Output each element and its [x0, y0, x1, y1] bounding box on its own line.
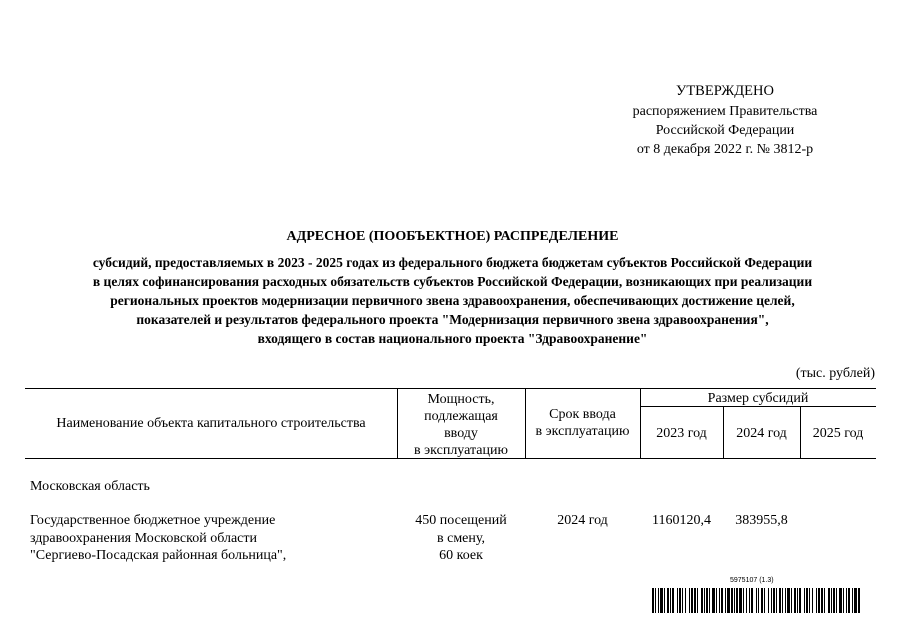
barcode-bar: [746, 588, 747, 613]
barcode-bar: [736, 588, 738, 613]
units-label: (тыс. рублей): [795, 366, 875, 381]
barcode-bar: [799, 588, 801, 613]
header-year-2025: 2025 год: [812, 426, 864, 441]
barcode-bar: [782, 588, 783, 613]
barcode-bar: [773, 588, 775, 613]
subtitle-line: региональных проектов модернизации первичного звена здравоохранения, обеспечивающих достижение целей,: [110, 293, 795, 308]
header-subsidy-group: Размер субсидий: [707, 391, 809, 406]
header-capacity-line: Мощность,: [427, 392, 495, 407]
barcode-bar: [806, 588, 808, 613]
approval-line-2: Российской Федерации: [655, 123, 795, 138]
barcode-bar: [776, 588, 777, 613]
barcode-bar: [794, 588, 796, 613]
barcode-bar: [787, 588, 790, 613]
header-capacity: [397, 391, 525, 459]
barcode-bar: [734, 588, 735, 613]
barcode-bar: [785, 588, 786, 613]
barcode-bar: [694, 588, 696, 613]
barcode-bar: [709, 588, 710, 613]
approval-heading: УТВЕРЖДЕНО: [676, 83, 774, 99]
barcode-bar: [779, 588, 781, 613]
barcode-bar: [712, 588, 715, 613]
barcode-bar: [701, 588, 703, 613]
barcode-label: 5975107 (1.3): [730, 577, 774, 584]
barcode-bar: [689, 588, 690, 613]
barcode-bar: [848, 588, 850, 613]
barcode-bar: [846, 588, 847, 613]
subtitle-line: в целях софинансирования расходных обязательств субъектов Российской Федерации, возникающих при реализации: [92, 274, 813, 289]
barcode-bar: [664, 588, 665, 613]
barcode-bar: [727, 588, 730, 613]
barcode-bar: [670, 588, 671, 613]
row-capacity: [397, 512, 525, 565]
barcode-bar: [756, 588, 757, 613]
barcode-bar: [697, 588, 698, 613]
barcode-bar: [725, 588, 726, 613]
barcode-bar: [824, 588, 825, 613]
barcode-bar: [739, 588, 742, 613]
barcode-bar: [660, 588, 663, 613]
barcode-bar: [731, 588, 733, 613]
barcode-bar: [764, 588, 765, 613]
barcode-bar: [821, 588, 823, 613]
barcode-bar: [706, 588, 708, 613]
subtitle-line: показателей и результатов федерального проекта "Модернизация первичного звена здравоохранения",: [136, 312, 769, 327]
barcode-bar: [655, 588, 656, 613]
barcode-bar: [721, 588, 723, 613]
header-capacity-line: подлежащая: [424, 409, 498, 424]
subtitle-line: входящего в состав национального проекта "Здравоохранение": [257, 331, 648, 346]
capacity-line: 60 коек: [439, 548, 483, 563]
approval-line-1: распоряжением Правительства: [632, 104, 818, 119]
object-name-line: здравоохранения Московской области: [30, 530, 258, 546]
barcode-bar: [768, 588, 769, 613]
barcode-bar: [828, 588, 830, 613]
barcode-bar: [658, 588, 659, 613]
subtitle-line: субсидий, предоставляемых в 2023 - 2025 годах из федерального бюджета бюджетам субъектов Российской Федерации: [92, 255, 813, 270]
barcode-bar: [771, 588, 772, 613]
row-term: 2024 год: [557, 513, 608, 528]
barcode-bar: [758, 588, 759, 613]
table-top-border: [25, 388, 876, 389]
row-subsidy-2024: 383955,8: [735, 513, 788, 528]
header-year-2024: 2024 год: [736, 426, 787, 441]
object-name-line: Государственное бюджетное учреждение: [30, 513, 276, 528]
barcode-bar: [704, 588, 705, 613]
barcode-bar: [716, 588, 717, 613]
document-title: АДРЕСНОЕ (ПООБЪЕКТНОЕ) РАСПРЕДЕЛЕНИЕ: [286, 229, 619, 244]
row-subsidy-2023: 1160120,4: [652, 513, 711, 528]
barcode-bar: [677, 588, 678, 613]
barcode-bar: [797, 588, 798, 613]
approval-line-3: от 8 декабря 2022 г. № 3812-р: [636, 142, 814, 157]
barcode-bar: [854, 588, 857, 613]
capacity-line: в смену,: [437, 530, 485, 546]
barcode-bar: [672, 588, 674, 613]
barcode-bar: [652, 588, 654, 613]
barcode-bar: [749, 588, 750, 613]
header-capacity-line: в эксплуатацию: [414, 443, 508, 458]
region-label: Московская область: [30, 479, 150, 494]
barcode-bar: [719, 588, 720, 613]
barcode-bar: [804, 588, 805, 613]
barcode-bar: [685, 588, 686, 613]
barcode-bar: [667, 588, 669, 613]
barcode-bar: [679, 588, 681, 613]
barcode-bar: [818, 588, 820, 613]
barcode-bar: [831, 588, 832, 613]
barcode-bar: [761, 588, 763, 613]
document-subtitle: [40, 253, 865, 348]
barcode-bar: [836, 588, 837, 613]
header-object-name: Наименование объекта капитального строительства: [56, 416, 366, 431]
barcode-bar: [858, 588, 860, 613]
row-object-name: [30, 512, 390, 565]
barcode-bar: [751, 588, 753, 613]
barcode-bar: [839, 588, 842, 613]
header-year-2023: 2023 год: [656, 426, 707, 441]
header-term-line: Срок ввода: [549, 407, 616, 422]
barcode-bar: [843, 588, 844, 613]
barcode-bar: [809, 588, 810, 613]
barcode-bar: [833, 588, 835, 613]
capacity-line: 450 посещений: [415, 513, 507, 528]
header-term-line: в эксплуатацию: [535, 424, 630, 439]
barcode-bar: [743, 588, 744, 613]
header-capacity-line: вводу: [444, 426, 478, 441]
barcode-bar: [691, 588, 693, 613]
barcode-bar: [682, 588, 683, 613]
barcode-bar: [816, 588, 817, 613]
approval-block: [560, 82, 890, 159]
barcode-bar: [791, 588, 792, 613]
header-term: [525, 406, 640, 440]
barcode-image: [652, 588, 860, 613]
barcode-bar: [852, 588, 853, 613]
barcode-bar: [812, 588, 813, 613]
object-name-line: "Сергиево-Посадская районная больница",: [30, 548, 287, 563]
